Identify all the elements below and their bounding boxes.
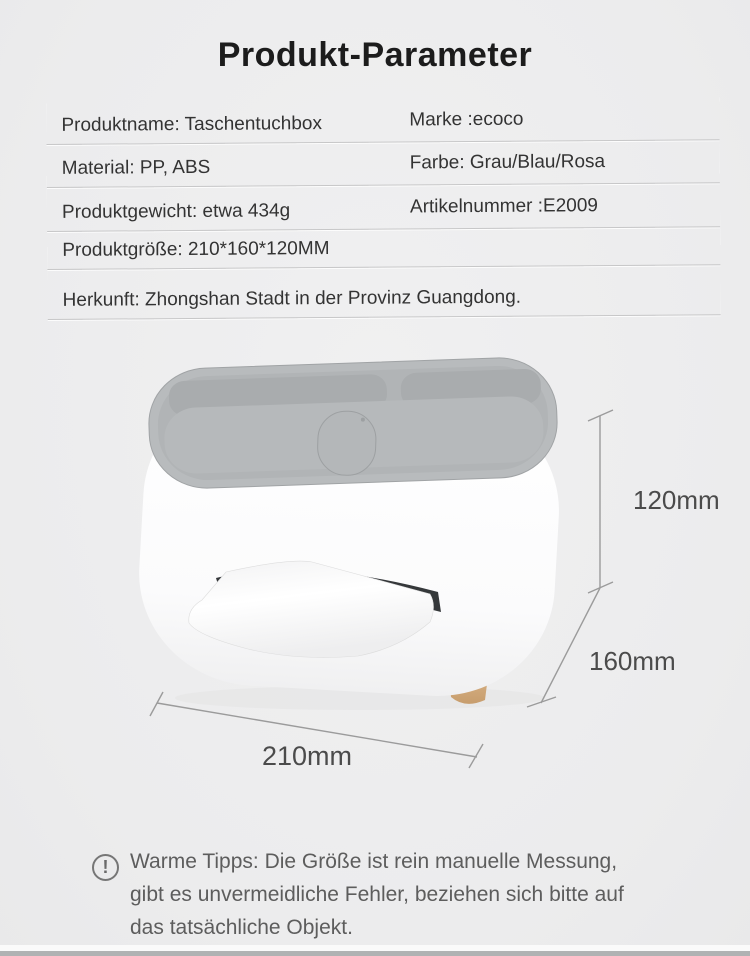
tissue-box-lid-tray <box>147 356 559 490</box>
page-title: Produkt-Parameter <box>217 36 533 74</box>
table-row <box>47 227 720 270</box>
exclamation-circle-icon: ! <box>92 854 119 881</box>
table-row <box>47 140 720 188</box>
dimension-height-label: 120mm <box>633 485 720 515</box>
table-row <box>46 96 719 145</box>
warm-tips-text <box>130 845 692 944</box>
spec-origin: Herkunft: Zhongshan Stadt in der Provinz Guangdong. <box>62 286 522 311</box>
spec-weight: Produktgewicht: etwa 434g <box>61 200 291 223</box>
tips-line: das tatsächliche Objekt. <box>130 916 353 939</box>
dimension-depth-label: 160mm <box>589 646 676 676</box>
spec-product-name: Produktname: Taschentuchbox <box>61 113 323 136</box>
product-image <box>0 335 750 805</box>
spec-item-number: Artikelnummer :E2009 <box>409 195 599 218</box>
warm-tips-section <box>92 845 692 944</box>
spec-brand: Marke :ecoco <box>409 108 524 131</box>
bottom-gray-bar <box>0 951 750 956</box>
dimension-line-height <box>588 410 613 593</box>
spec-color: Farbe: Grau/Blau/Rosa <box>409 151 606 174</box>
spec-table <box>46 96 721 320</box>
spec-size: Produktgröße: 210*160*120MM <box>62 238 330 261</box>
tips-line: Warme Tipps: Die Größe ist rein manuelle Messung, <box>130 850 618 873</box>
dimension-width-label: 210mm <box>262 741 353 771</box>
tips-line: gibt es unvermeidliche Fehler, beziehen sich bitte auf <box>130 883 624 906</box>
phone-slot-groove <box>317 410 377 476</box>
table-row <box>47 265 720 320</box>
table-row <box>47 183 720 232</box>
spec-material: Material: PP, ABS <box>61 156 211 179</box>
tissue-box-illustration <box>0 335 750 805</box>
